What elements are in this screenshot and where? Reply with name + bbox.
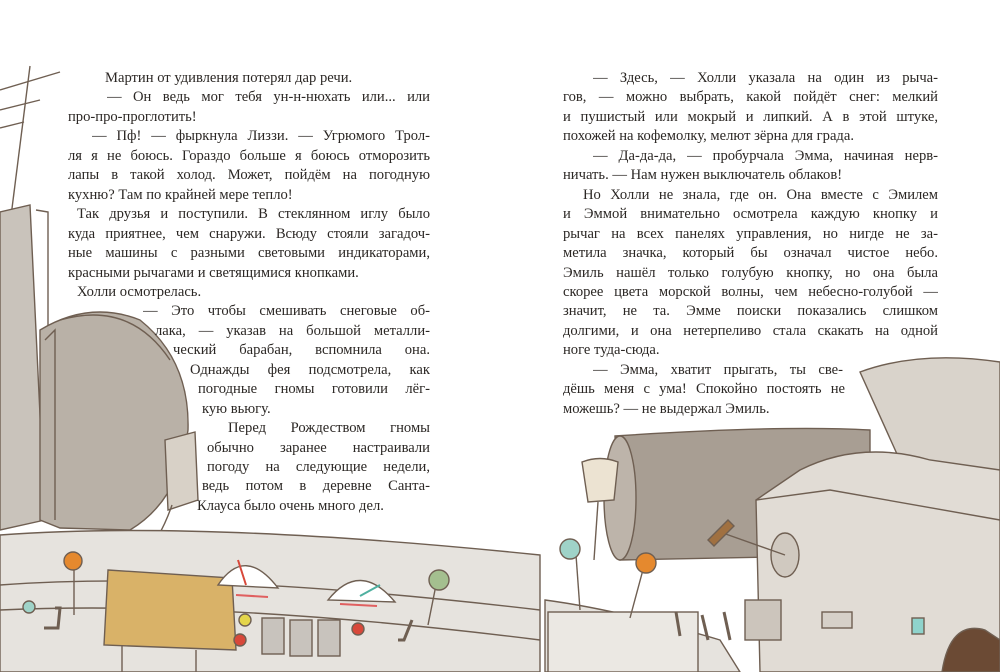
text-line: ля я не боюсь. Гораздо больше я боюсь отморозить bbox=[68, 147, 430, 164]
text-line: — Да-да-да, — пробурчала Эмма, начиная нерв- bbox=[593, 147, 938, 164]
text-line: и Эммой внимательно осмотрела каждую кнопку и bbox=[563, 206, 938, 223]
text-line: Мартин от удивления потерял дар речи. bbox=[105, 70, 353, 86]
text-line: ческий барабан, вспомнила она. bbox=[173, 342, 430, 359]
text-line: лапы в такой холод. Может, пойдём на погодную bbox=[68, 167, 430, 184]
control-panel-left-illustration bbox=[0, 531, 540, 672]
text-line: Эмиль нашёл только голубую кнопку, но она была bbox=[563, 264, 938, 281]
text-line: Однажды фея подсмотрела, как bbox=[190, 361, 430, 378]
text-line: ведь потом в деревне Санта- bbox=[202, 478, 430, 495]
text-line: дёшь меня с ума! Спокойно постоять не bbox=[563, 381, 845, 398]
text-line: Перед Рождеством гномы bbox=[228, 420, 430, 437]
text-line: и пушистый или мокрый и липкий. А в этой штуке, bbox=[563, 108, 938, 125]
text-line: скорее цвета морской волны, чем небесно-голубой — bbox=[563, 283, 938, 300]
text-line: кухню? Там по крайней мере тепло! bbox=[68, 186, 293, 203]
text-line: — Это чтобы смешивать снеговые об- bbox=[143, 303, 430, 320]
text-line: значит, не та. Эмме поиски показались слишком bbox=[563, 303, 938, 320]
control-panel-right-illustration bbox=[545, 539, 740, 672]
text-line: долгими, и она нетерпеливо стала скакать на одной bbox=[563, 322, 938, 339]
text-line: — Здесь, — Холли указала на один из рыча- bbox=[593, 70, 938, 86]
text-line: красными рычагами и светящимися кнопками. bbox=[68, 264, 359, 281]
text-line: про-про-проглотить! bbox=[68, 108, 197, 125]
text-line: погодные гномы готовили лёг- bbox=[198, 381, 430, 398]
text-line: — Пф! — фыркнула Лиззи. — Угрюмого Трол- bbox=[92, 128, 430, 145]
text-line: похожей на кофемолку, мелют зёрна для града. bbox=[563, 128, 854, 145]
text-line: Но Холли не знала, где он. Она вместе с Эмилем bbox=[583, 186, 938, 203]
text-line: лака, — указав на большой металли- bbox=[155, 322, 430, 339]
text-line: ноге туда-сюда. bbox=[563, 342, 660, 359]
text-line: метила значка, который бы означал чистое небо. bbox=[563, 245, 938, 262]
text-line: куда приятнее, чем снаружи. Всюду стояли загадоч- bbox=[68, 225, 430, 242]
text-line: можешь? — не выдержал Эмиль. bbox=[563, 400, 770, 417]
text-line: погоду на следующие недели, bbox=[207, 459, 430, 475]
text-line: гов, — можно выбрать, какой пойдёт снег: мелкий bbox=[563, 89, 938, 106]
text-line: кую вьюгу. bbox=[202, 400, 271, 417]
text-line: ные машины с разными световыми индикаторами, bbox=[68, 245, 430, 262]
text-line: обычно заранее настраивали bbox=[207, 439, 430, 456]
text-line: Клауса было очень много дел. bbox=[197, 497, 384, 514]
text-line: — Он ведь мог тебя ун-н-нюхать или... или bbox=[107, 89, 430, 106]
text-line: Холли осмотрелась. bbox=[77, 283, 202, 300]
text-line: Так друзья и поступили. В стеклянном иглу было bbox=[77, 206, 430, 223]
text-line: ничать. — Нам нужен выключатель облаков! bbox=[563, 167, 843, 184]
text-line: рычаг на всех панелях управления, но нигде не за- bbox=[563, 225, 938, 242]
text-line: — Эмма, хватит прыгать, ты све- bbox=[593, 361, 843, 378]
